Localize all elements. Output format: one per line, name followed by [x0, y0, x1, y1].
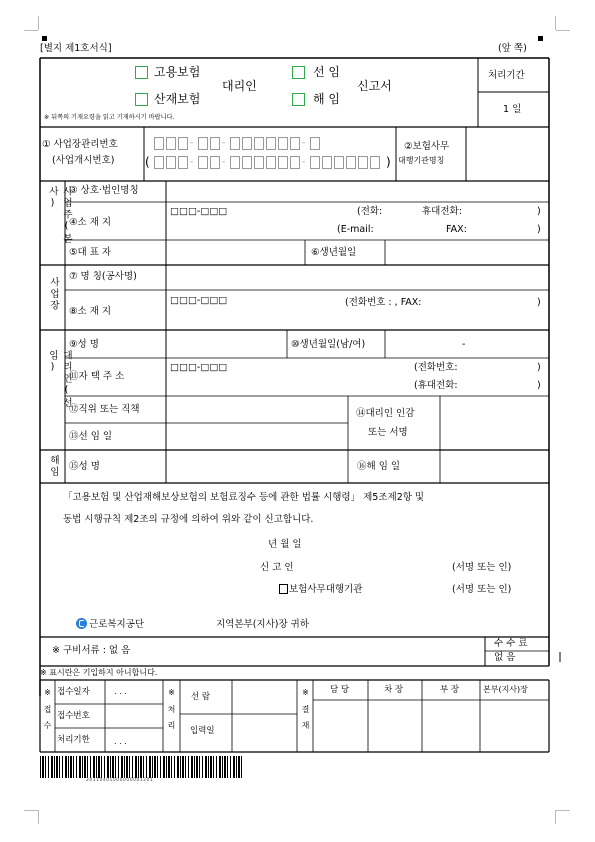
option-dismiss: 해 임 [313, 92, 340, 106]
insurance-agency-label-2: 대행기관명칭 [398, 156, 445, 165]
position-label: ⑫직위 또는 직책 [69, 404, 140, 415]
workplace-postal-code[interactable]: □□□-□□□ [170, 295, 228, 306]
office-use-note: ※ 표시란은 기입하지 아니합니다. [40, 668, 158, 677]
agent-group-label: 대리인(선임) [47, 350, 72, 409]
comwel-logo-icon [76, 618, 87, 629]
agency-sign: (서명 또는 인) [452, 584, 512, 595]
manager-label: 부 장 [440, 685, 460, 695]
representative-label: ⑤대 표 자 [69, 247, 112, 258]
owner-email-label: (E-mail: [337, 224, 374, 235]
agent-mobile-close: ) [537, 380, 541, 391]
agent-phone-label: (전화번호: [414, 362, 458, 373]
approval-group-label: ※결재 [301, 688, 310, 737]
recipient-label: 지역본부(지사)장 귀하 [216, 619, 310, 630]
option-accident-insurance: 산재보험 [154, 92, 201, 106]
page-side: (앞 쪽) [498, 43, 527, 54]
processing-period-label: 처리기간 [488, 70, 525, 81]
declaration-line-2: 동법 시행규칙 제2조의 규정에 의하여 위와 같이 신고합니다. [63, 514, 314, 525]
declaration-date: 년 월 일 [268, 539, 302, 550]
viewing-label: 선 람 [191, 692, 211, 702]
appoint-checkbox[interactable] [292, 66, 305, 79]
fee-label: 수 수 료 [494, 638, 528, 649]
agent-birthdate-label: ⑩생년월일(남/여) [291, 339, 366, 350]
agent-birthdate-dash: - [462, 339, 466, 350]
processing-period-value: 1 일 [503, 104, 522, 115]
owner-fax-close: ) [537, 224, 541, 235]
barcode-text: 20110401000000001201 [86, 778, 154, 783]
dismissed-name-label: ⑮성 명 [69, 461, 100, 472]
business-owner-group-label: 사업주(본사) [47, 186, 72, 245]
dismissal-group-label: 해임 [48, 455, 59, 478]
deputy-label: 차 장 [384, 685, 404, 695]
owner-postal-code[interactable]: □□□-□□□ [170, 206, 228, 217]
business-management-number-label: ① 사업장관리번호 [42, 139, 118, 150]
agent-name-label: ⑨성 명 [69, 339, 99, 350]
owner-mobile-label: 휴대전화: [422, 206, 462, 217]
option-appoint: 선 임 [313, 65, 340, 79]
report-label: 신고서 [357, 79, 392, 93]
receipt-group-label: ※접수 [43, 688, 52, 737]
processing-group-label: ※처리 [167, 688, 176, 737]
paren-close: ) [386, 155, 391, 169]
business-number-boxes-row-1[interactable]: - - - [154, 137, 390, 151]
dismissal-date-label: ⑯해 임 일 [357, 461, 401, 472]
option-employment-insurance: 고용보험 [154, 65, 201, 79]
fee-value: 없 음 [494, 652, 516, 663]
owner-phone-label: (전화: [357, 206, 383, 217]
instructions-note: ※ 뒤쪽의 기재요령을 읽고 기재하시기 바랍니다. [44, 114, 175, 121]
workplace-address-label: ⑧소 재 지 [69, 306, 112, 317]
deadline-label: 처리기한 [57, 735, 90, 745]
agent-postal-code[interactable]: □□□-□□□ [170, 362, 228, 373]
barcode [40, 756, 242, 778]
staff-label: 담 당 [330, 685, 350, 695]
workplace-name-label: ⑦ 명 칭(공사명) [69, 271, 137, 282]
form-number: [별지 제1호서식] [40, 43, 112, 54]
agency-label: 보험사무대행기관 [289, 584, 363, 595]
business-number-boxes-row-2[interactable]: - - - [154, 156, 390, 170]
owner-address-label: ④소 재 지 [69, 217, 112, 228]
agent-phone-close: ) [537, 362, 541, 373]
deadline-dots: . . . [114, 737, 127, 746]
agent-mobile-label: (휴대전화: [414, 380, 458, 391]
agent-seal-label-2: 또는 서명 [368, 427, 408, 438]
workplace-phone-close: ) [537, 297, 541, 308]
receipt-date-label: 접수일자 [57, 687, 90, 697]
reporter-label: 신 고 인 [260, 562, 294, 573]
workplace-phone-fax: (전화번호 : , FAX: [345, 297, 422, 308]
reporter-sign: (서명 또는 인) [452, 562, 512, 573]
agency-checkbox[interactable] [279, 584, 288, 594]
organization-name: 근로복지공단 [89, 619, 145, 630]
agent-seal-label-1: ⑭대리인 인감 [356, 408, 415, 419]
accident-insurance-checkbox[interactable] [135, 93, 148, 106]
birthdate-label: ⑥생년월일 [311, 247, 357, 258]
branch-head-label: 본부(지사)장 [483, 685, 528, 694]
employment-insurance-checkbox[interactable] [135, 66, 148, 79]
paren-open: ( [145, 155, 150, 169]
owner-mobile-close: ) [537, 206, 541, 217]
insurance-agency-label-1: ②보험사무 [404, 141, 450, 152]
agent-label: 대리인 [222, 79, 257, 93]
business-start-number-label: (사업개시번호) [52, 155, 115, 166]
dismiss-checkbox[interactable] [292, 93, 305, 106]
input-date-label: 입력일 [190, 726, 215, 736]
appointment-date-label: ⑬선 임 일 [69, 431, 113, 442]
required-documents: ※ 구비서류 : 없 음 [52, 645, 131, 656]
owner-fax-label: FAX: [446, 224, 467, 235]
receipt-date-dots: . . . [114, 687, 127, 696]
workplace-group-label: 사업장 [48, 277, 59, 312]
agent-address-label: ⑪자 택 주 소 [69, 371, 125, 382]
receipt-number-label: 접수번호 [57, 711, 90, 721]
company-name-label: ③ 상호·법인명칭 [69, 185, 139, 196]
declaration-line-1: 「고용보험 및 산업재해보상보험의 보험료징수 등에 관한 법률 시행령」 제5조제2항 및 [63, 492, 425, 503]
